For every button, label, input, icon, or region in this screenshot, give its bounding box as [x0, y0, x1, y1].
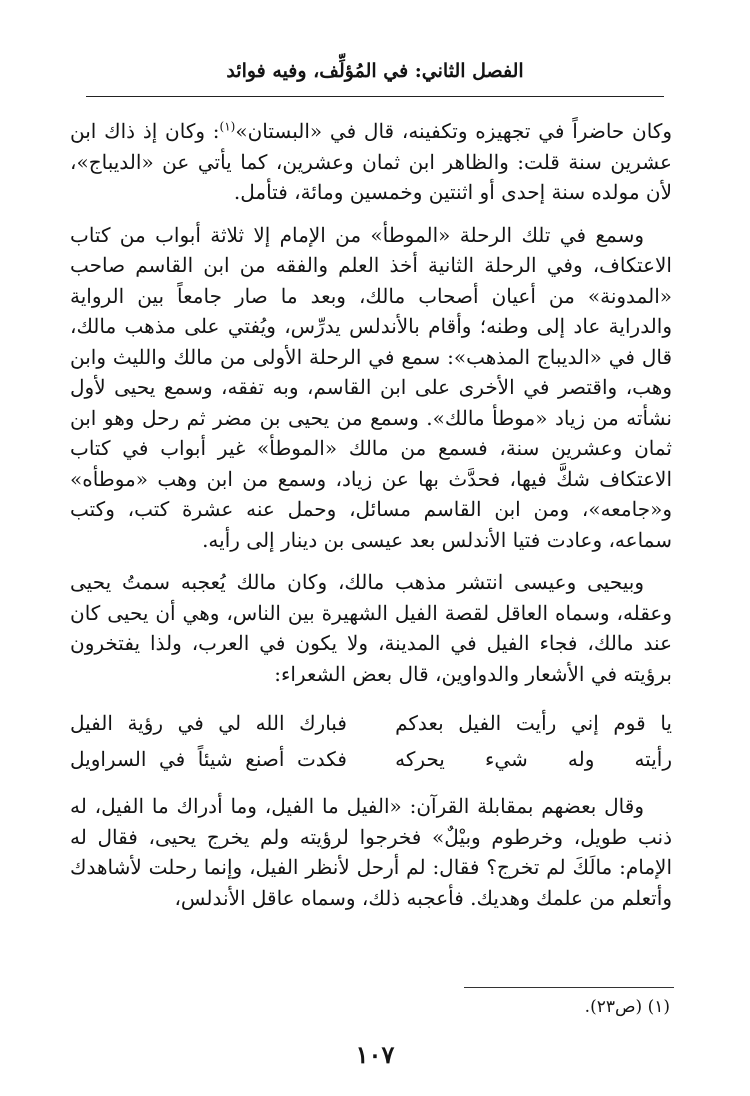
footnote-text: (ص٢٣). — [584, 997, 643, 1017]
main-text — [70, 116, 672, 913]
verse-line — [70, 741, 672, 777]
verse-line — [70, 705, 672, 741]
poem — [70, 705, 672, 777]
paragraph-3: وبيحيى وعيسى انتشر مذهب مالك، وكان مالك يُعجبه سمتُ يحيى وعقله، وسماه العاقل لقصة الفيل الشهيرة بين الناس، وهي أن يحيى كان عند مالك، فجاء الفيل في المدينة، ولا يكون في العرب، ولذا يفتخرون برؤيته في الأشعار والدواوين، قال بعض الشعراء: — [70, 570, 672, 686]
footnote-ref: (١) — [219, 119, 236, 134]
verse-second-hemistich: فبارك الله لي في رؤية الفيل — [70, 710, 347, 735]
footnote-rule — [464, 987, 674, 988]
footnote-marker: (١) — [647, 997, 670, 1017]
running-title: الفصل الثاني: في المُؤلِّف، وفيه فوائد — [226, 60, 524, 82]
verse-first-hemistich: رأيته وله شيء يحركه — [395, 746, 672, 771]
paragraph-1 — [70, 116, 672, 208]
page-number: ١٠٧ — [355, 1040, 395, 1069]
paragraph-1-text: وكان حاضراً في تجهيزه وتكفينه، قال في «البستان» — [235, 119, 673, 143]
footnote — [585, 997, 670, 1017]
paragraph-1-continuation: : وكان إذ ذاك ابن عشرين سنة قلت: والظاهر ابن ثمان وعشرين، كما يأتي عن «الديباج»، لأن مولده سنة إحدى أو اثنتين وخمسين ومائة، فتأمل. — [70, 119, 672, 204]
verse-second-hemistich: فكدت أصنع شيئاً في السراويل — [70, 746, 347, 771]
header-rule — [86, 96, 664, 97]
paragraph-2: وسمع في تلك الرحلة «الموطأ» من الإمام إلا ثلاثة أبواب من كتاب الاعتكاف، وفي الرحلة الثانية أخذ العلم والفقه من ابن القاسم صاحب «المدونة» من أعيان أصحاب مالك، وبعد ما صار جامعاً بين الرواية والدراية عاد إلى وطنه؛ وأقام بالأندلس يدرِّس، ويُفتي على مذهب مالك، قال في «الديباج المذهب»: سمع في الرحلة الأولى من مالك والليث وابن وهب، واقتصر في الأخرى على ابن القاسم، وبه تفقه، وسمع يحيى لأول نشأته من زياد «موطأ مالك». وسمع من يحيى بن مضر ثم رحل وهو ابن ثمان وعشرين سنة، فسمع من مالك «الموطأ» غير أبواب في كتاب الاعتكاف شكَّ فيها، فحدَّث بها عن زياد، وسمع من ابن وهب «موطأه» و«جامعه»، ومن ابن القاسم مسائل، وحمل عنه عشرة كتب، وكتب سماعه، وعادت فتيا الأندلس بعد عيسى بن دينار إلى رأيه. — [70, 222, 673, 552]
paragraph-4: وقال بعضهم بمقابلة القرآن: «الفيل ما الفيل، وما أدراك ما الفيل، له ذنب طويل، وخرطوم وبيْلٌ» فخرجوا لرؤيته ولم يخرج يحيى، فقال له الإمام: مالَكَ لم تخرج؟ فقال: لم أرحل لأنظر الفيل، وإنما رحلت لأشاهدك وأتعلم من علمك وهديك. فأعجبه ذلك، وسماه عاقل الأندلس، — [70, 794, 672, 910]
verse-first-hemistich: يا قوم إني رأيت الفيل بعدكم — [395, 710, 672, 735]
